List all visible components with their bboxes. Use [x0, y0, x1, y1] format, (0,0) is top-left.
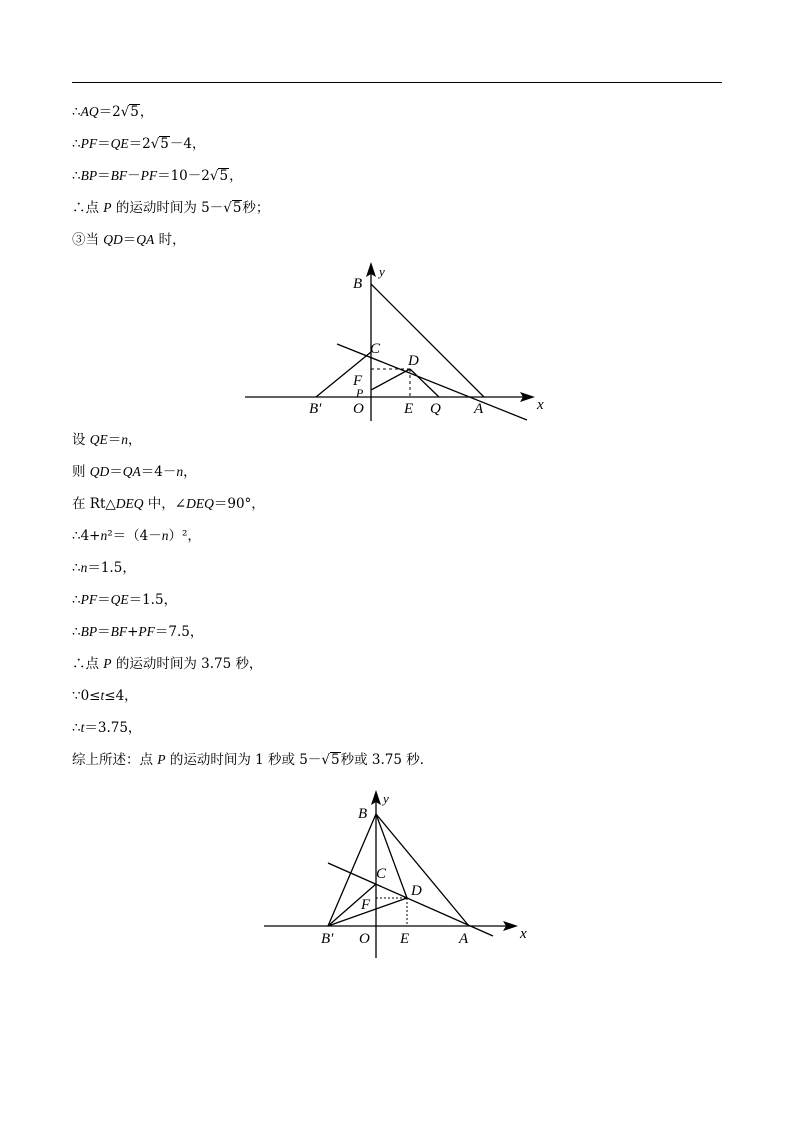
radical-sign-icon: √	[120, 104, 130, 120]
label-C: C	[376, 866, 387, 882]
label-P: P	[356, 386, 364, 400]
math-variable: QA	[136, 232, 155, 247]
sqrt-expression	[121, 104, 140, 120]
math-variable: PF	[80, 136, 98, 151]
radicand: 5	[130, 104, 139, 120]
text-run: ²＝（4－	[107, 528, 162, 544]
text-run: ＝2	[98, 104, 121, 120]
text-run: ，	[229, 168, 243, 184]
line-prefix: ∴	[72, 720, 81, 736]
figure-summary	[258, 786, 538, 961]
math-variable: AQ	[80, 104, 99, 119]
solution-line	[72, 720, 141, 736]
math-variable: QD	[89, 464, 110, 479]
solution-line	[72, 232, 186, 248]
label-A: A	[459, 931, 469, 947]
math-variable: n	[176, 464, 184, 479]
solution-line	[72, 560, 136, 576]
text-run: ，	[128, 432, 142, 448]
text-run: ＝	[97, 168, 111, 184]
figure-case-3	[240, 258, 560, 428]
label-E: E	[400, 931, 410, 947]
text-run: 当	[85, 232, 104, 248]
solution-line	[72, 528, 201, 544]
text-run: 的运动时间为 3.75 秒，	[111, 656, 263, 672]
text-run: 则	[72, 464, 90, 480]
radicand: 5	[160, 136, 169, 152]
sqrt-expression	[223, 200, 242, 216]
label-F: F	[361, 897, 371, 913]
text-run: 4+	[80, 528, 101, 544]
line-prefix: ∴	[72, 200, 86, 216]
math-variable: t	[80, 720, 85, 735]
solution-line	[72, 688, 138, 704]
label-C: C	[370, 341, 381, 357]
label-y: y	[379, 264, 385, 279]
text-run: ＝10－2	[157, 168, 210, 184]
math-variable: BF	[110, 168, 128, 183]
math-variable: DEQ	[186, 496, 214, 511]
text-run: 的运动时间为 1 秒或 5－	[165, 752, 322, 768]
text-run: ＝	[97, 136, 111, 152]
line-prefix: ∴	[72, 528, 81, 544]
text-run: ＝	[97, 592, 111, 608]
solution-line	[72, 104, 153, 120]
math-variable: QE	[110, 592, 129, 607]
radicand: 5	[219, 168, 229, 184]
label-x: x	[520, 926, 527, 942]
label-Bprime: B′	[309, 401, 322, 417]
solution-line	[72, 752, 433, 768]
segment-PD	[371, 369, 410, 390]
label-B: B	[353, 276, 363, 292]
math-variable: n	[100, 528, 108, 543]
text-run: ，	[139, 104, 154, 120]
text-run: ＝1.5，	[128, 592, 178, 608]
radicand: 5	[232, 200, 242, 216]
text-run: 秒或 3.75 秒．	[340, 752, 434, 768]
label-O: O	[359, 931, 370, 947]
math-variable: PF	[80, 592, 98, 607]
text-run: 点	[85, 656, 104, 672]
radicand: 5	[331, 752, 340, 768]
text-run: 0≤	[80, 688, 101, 704]
text-run: +	[127, 624, 139, 640]
solution-line	[72, 656, 262, 672]
math-variable: P	[157, 752, 166, 767]
header-rule	[72, 82, 722, 83]
math-variable: PF	[138, 624, 155, 639]
text-run: 设	[72, 432, 90, 448]
solution-line	[72, 136, 205, 152]
math-variable: QD	[103, 232, 123, 247]
text-run: ）²，	[168, 528, 201, 544]
text-run: 的运动时间为 5－	[111, 200, 224, 216]
line-prefix: ∴	[72, 168, 81, 184]
math-variable: QE	[89, 432, 108, 447]
radical-sign-icon: √	[321, 752, 330, 768]
label-x: x	[537, 397, 544, 413]
math-variable: t	[100, 688, 105, 703]
label-F: F	[353, 373, 363, 389]
solution-line	[72, 464, 197, 480]
label-B: B	[358, 806, 368, 822]
solution-line	[72, 168, 243, 184]
math-variable: QE	[110, 136, 129, 151]
math-variable: BP	[80, 168, 98, 183]
label-Q: Q	[430, 401, 441, 417]
text-run: ＝	[122, 232, 137, 248]
sqrt-expression	[151, 136, 170, 152]
label-D: D	[408, 353, 419, 369]
math-variable: PF	[140, 168, 158, 183]
text-run: ≤4，	[104, 688, 138, 704]
text-run: －4，	[169, 136, 206, 152]
line-prefix: ③	[72, 232, 86, 248]
solution-line	[72, 432, 142, 448]
math-variable: P	[103, 200, 112, 215]
solution-line	[72, 496, 265, 512]
math-variable: DEQ	[115, 496, 144, 511]
math-variable: BF	[110, 624, 128, 639]
line-prefix: ∴	[72, 624, 81, 640]
label-E: E	[404, 401, 414, 417]
text-run: 中，∠	[143, 496, 187, 512]
text-run: 在 Rt△	[72, 496, 116, 512]
label-Bprime: B′	[321, 931, 334, 947]
text-run: ＝1.5，	[87, 560, 136, 576]
math-variable: P	[103, 656, 112, 671]
segment-BA	[376, 814, 469, 926]
line-prefix: ∴	[72, 560, 81, 576]
text-run: 综上所述：点	[72, 752, 158, 768]
label-A: A	[474, 401, 484, 417]
math-variable: n	[161, 528, 169, 543]
line-prefix: ∴	[72, 104, 81, 120]
segment-BD	[376, 814, 407, 898]
text-run: ＝4－	[140, 464, 177, 480]
radical-sign-icon: √	[150, 136, 160, 152]
solution-line	[72, 592, 177, 608]
sqrt-expression	[210, 168, 229, 184]
math-variable: n	[121, 432, 129, 447]
text-run: ＝3.75，	[84, 720, 142, 736]
text-run: ＝2	[128, 136, 151, 152]
text-run: 点	[85, 200, 104, 216]
line-prefix: ∴	[72, 592, 81, 608]
math-variable: BP	[80, 624, 98, 639]
text-run: ，	[183, 464, 197, 480]
math-variable: QA	[122, 464, 141, 479]
label-y: y	[383, 791, 389, 806]
line-CA	[328, 863, 493, 936]
text-run: ＝	[109, 464, 123, 480]
text-run: ＝7.5，	[154, 624, 204, 640]
text-run: ＝	[107, 432, 122, 448]
line-prefix: ∴	[72, 656, 86, 672]
radical-sign-icon: √	[223, 200, 232, 216]
text-run: ＝90°，	[213, 496, 265, 512]
solution-line	[72, 624, 203, 640]
text-run: 时，	[154, 232, 186, 248]
text-run: 秒；	[242, 200, 270, 216]
line-prefix: ∴	[72, 136, 81, 152]
solution-line	[72, 200, 269, 216]
math-variable: n	[80, 560, 88, 575]
label-O: O	[353, 401, 364, 417]
text-run: ＝	[97, 624, 111, 640]
line-prefix: ∵	[72, 688, 81, 704]
radical-sign-icon: √	[209, 168, 219, 184]
text-run: －	[127, 168, 141, 184]
label-D: D	[411, 883, 422, 899]
sqrt-expression	[321, 752, 340, 768]
